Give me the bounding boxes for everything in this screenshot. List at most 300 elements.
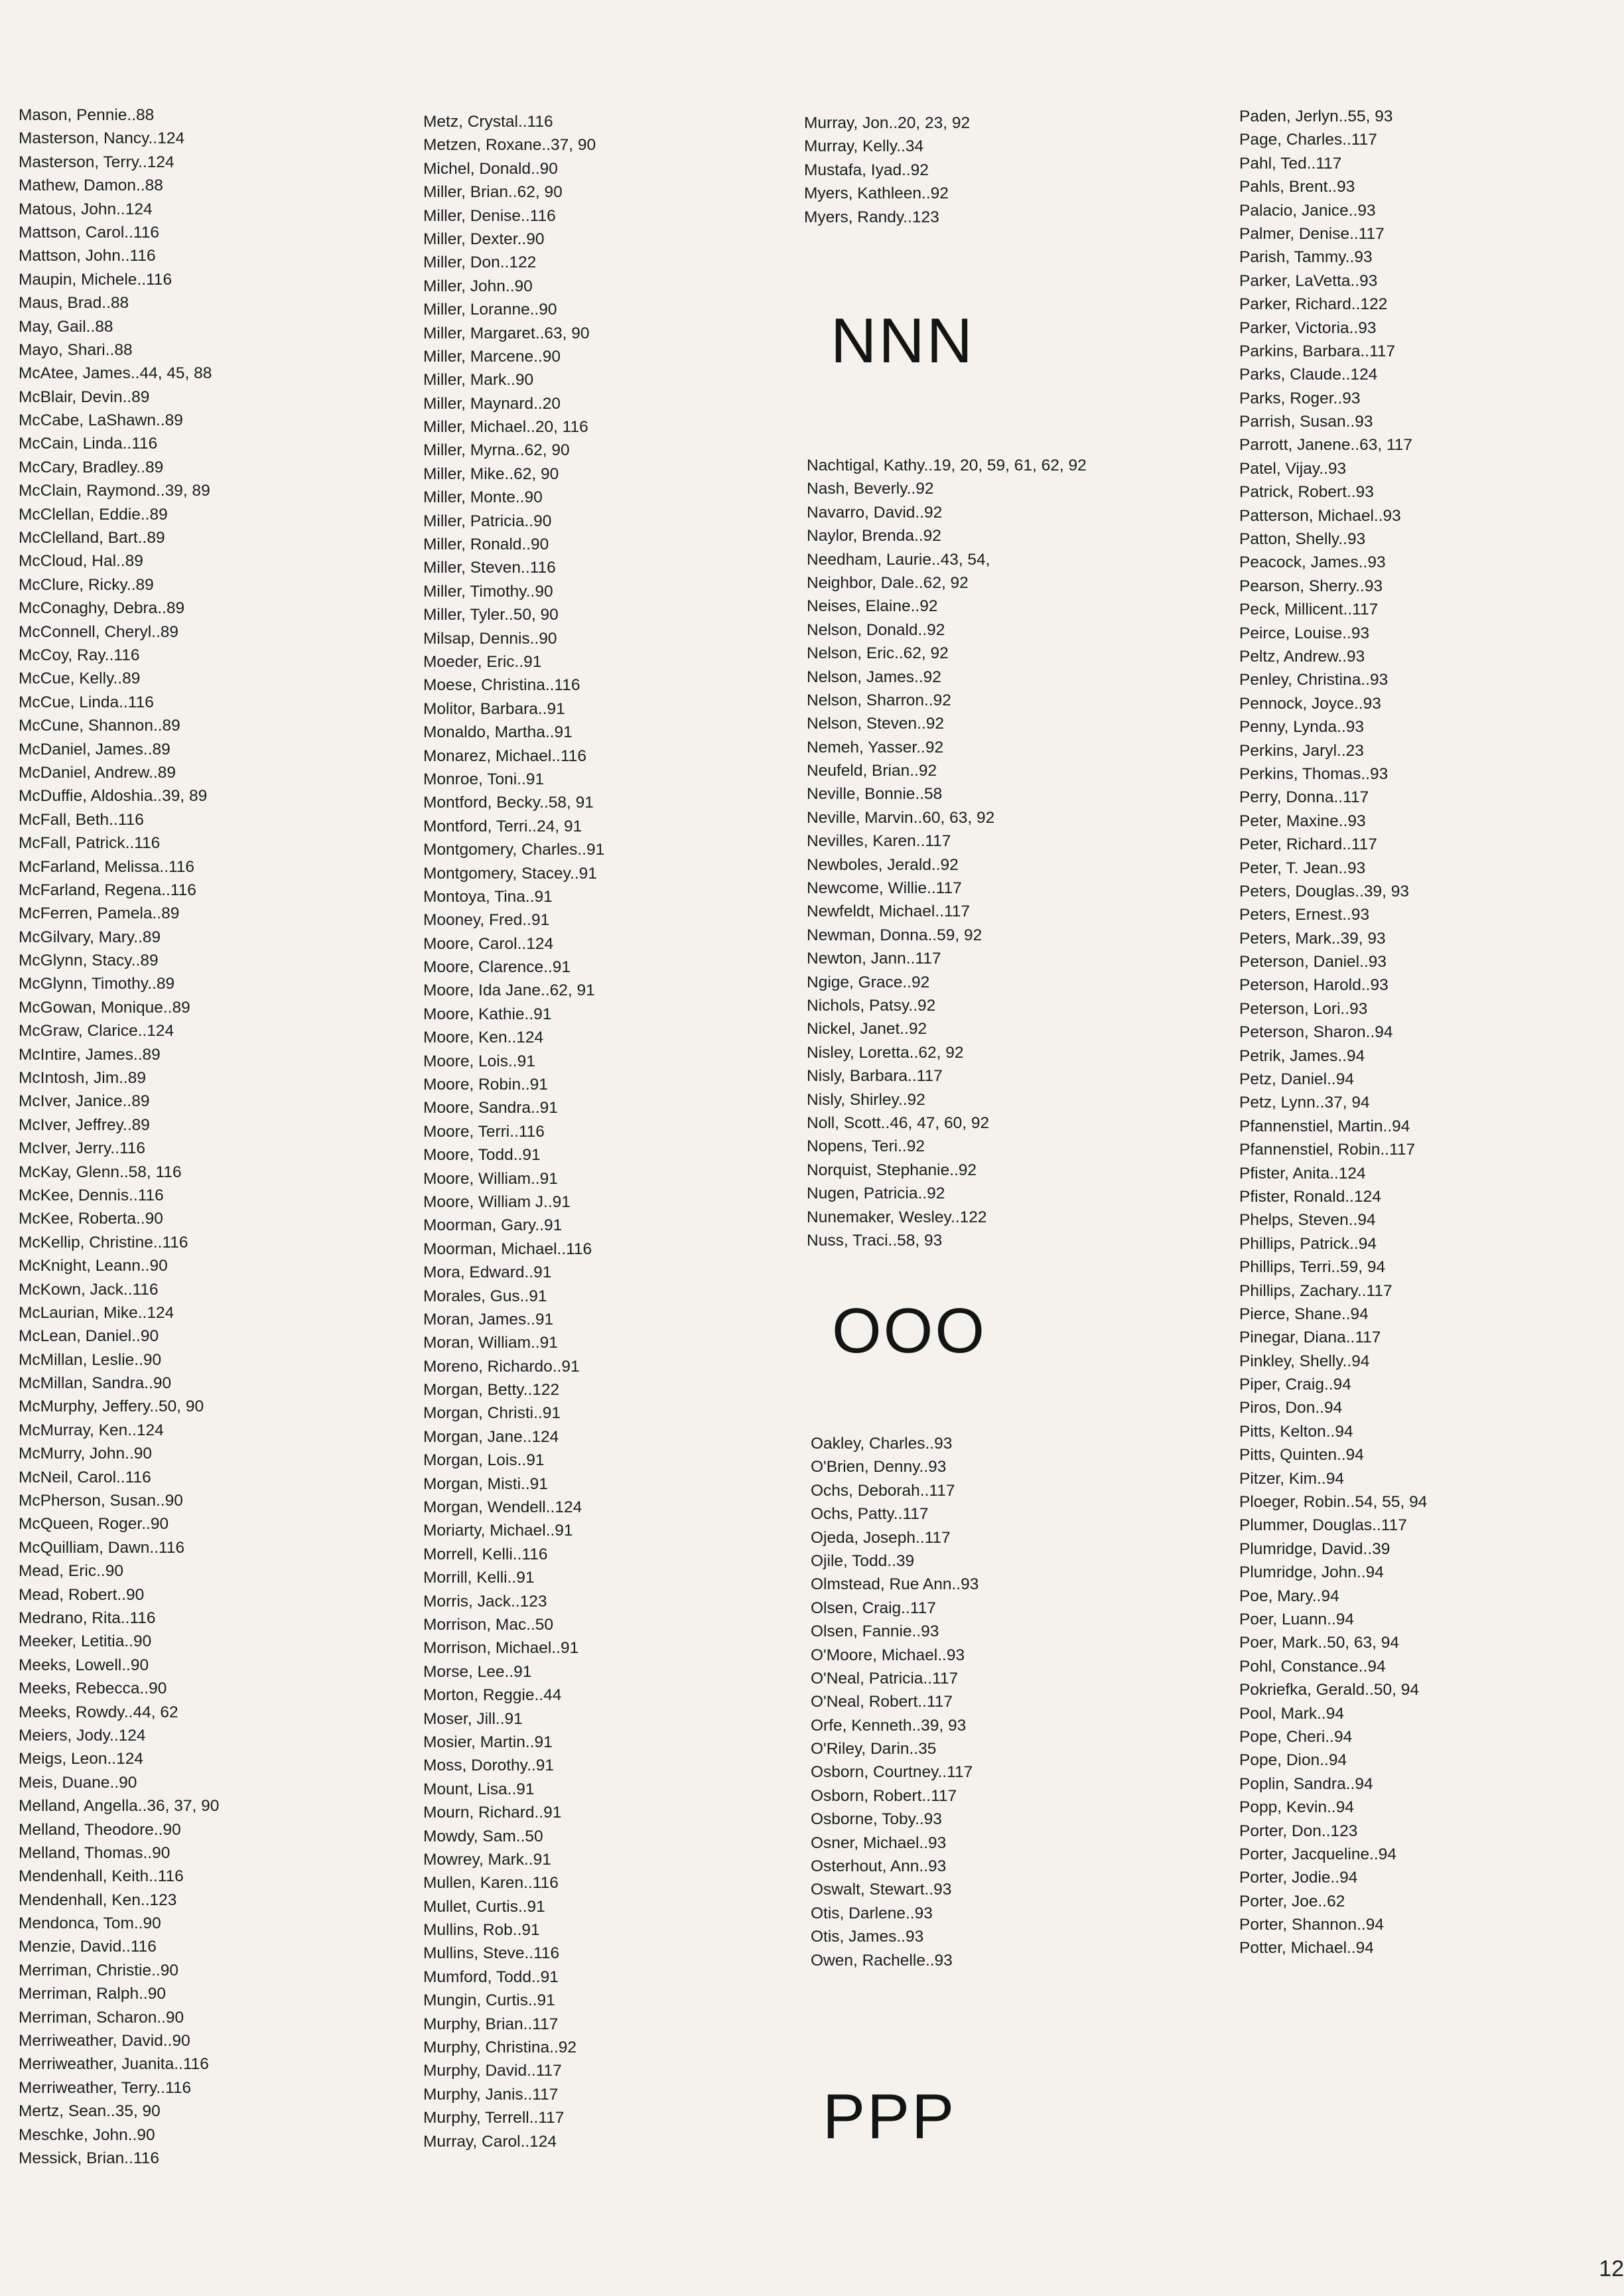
index-entry: Nelson, James..92 [807, 668, 941, 686]
index-entry: Miller, Maynard..20 [423, 394, 561, 413]
index-entry: Mattson, John..116 [19, 247, 156, 265]
section-heading-o: OOO [832, 1295, 987, 1366]
index-entry: Murphy, Brian..117 [423, 2015, 559, 2033]
index-entry: Murphy, David..117 [423, 2062, 562, 2080]
index-entry: Moore, William J..91 [423, 1192, 571, 1211]
index-entry: Mount, Lisa..91 [423, 1780, 535, 1798]
index-entry: Potter, Michael..94 [1239, 1939, 1374, 1958]
index-entry: Miller, Don..122 [423, 253, 537, 272]
index-entry: Mullen, Karen..116 [423, 1874, 559, 1893]
index-entry: Moore, Ida Jane..62, 91 [423, 981, 595, 1000]
index-entry: Murphy, Christina..92 [423, 2039, 577, 2057]
index-entry: Nunemaker, Wesley..122 [807, 1208, 987, 1226]
index-entry: McIntosh, Jim..89 [19, 1069, 146, 1088]
index-entry: Mendonca, Tom..90 [19, 1914, 161, 1933]
index-entry: Maupin, Michele..116 [19, 270, 172, 289]
index-entry: Merriweather, Juanita..116 [19, 2055, 209, 2074]
index-entry: McFarland, Melissa..116 [19, 857, 195, 876]
index-entry: Pahls, Brent..93 [1239, 178, 1355, 196]
index-entry: McDaniel, Andrew..89 [19, 763, 176, 782]
index-entry: Palmer, Denise..117 [1239, 224, 1385, 243]
index-entry: Myers, Kathleen..92 [804, 184, 949, 203]
index-entry: Palacio, Janice..93 [1239, 201, 1376, 220]
index-entry: Plummer, Douglas..117 [1239, 1516, 1407, 1535]
index-entry: Miller, Margaret..63, 90 [423, 324, 590, 342]
index-entry: Noll, Scott..46, 47, 60, 92 [807, 1113, 990, 1132]
index-entry: Moese, Christina..116 [423, 676, 580, 695]
index-entry: Murray, Carol..124 [423, 2132, 557, 2151]
section-heading-n: NNN [831, 305, 975, 376]
index-entry: Nevilles, Karen..117 [807, 832, 951, 851]
index-entry: Osborn, Courtney..117 [811, 1763, 973, 1782]
index-entry: Moorman, Gary..91 [423, 1216, 563, 1235]
index-entry: Norquist, Stephanie..92 [807, 1161, 977, 1179]
index-entry: McQueen, Roger..90 [19, 1515, 169, 1534]
index-entry: Newfeldt, Michael..117 [807, 902, 971, 921]
index-entry: Page, Charles..117 [1239, 131, 1377, 149]
index-entry: Peters, Douglas..39, 93 [1239, 882, 1410, 900]
index-entry: Morton, Reggie..44 [423, 1686, 562, 1705]
index-entry: Perry, Donna..117 [1239, 788, 1369, 807]
index-entry: Naylor, Brenda..92 [807, 527, 941, 545]
index-entry: Patterson, Michael..93 [1239, 506, 1401, 525]
index-entry: Melland, Thomas..90 [19, 1843, 170, 1862]
index-entry: McGlynn, Timothy..89 [19, 975, 175, 993]
index-column-3-o [811, 1432, 979, 1972]
index-entry: Navarro, David..92 [807, 503, 943, 522]
index-entry: Porter, Jacqueline..94 [1239, 1845, 1396, 1863]
index-entry: Nachtigal, Kathy..19, 20, 59, 61, 62, 92 [807, 457, 1087, 474]
index-entry: Morgan, Misti..91 [423, 1474, 548, 1493]
index-entry: Moore, Todd..91 [423, 1146, 541, 1165]
index-column-2 [423, 110, 604, 2153]
index-entry: Morgan, Wendell..124 [423, 1498, 582, 1517]
index-entry: Phillips, Zachary..117 [1239, 1281, 1392, 1300]
index-entry: Metzen, Roxane..37, 90 [423, 136, 596, 155]
index-entry: McFerren, Pamela..89 [19, 904, 180, 923]
index-entry: McConnell, Cheryl..89 [19, 622, 179, 641]
index-entry: Monroe, Toni..91 [423, 770, 545, 788]
index-entry: Petz, Lynn..37, 94 [1239, 1094, 1370, 1112]
index-entry: Popp, Kevin..94 [1239, 1798, 1354, 1817]
index-entry: Parish, Tammy..93 [1239, 248, 1373, 267]
index-entry: Nisly, Barbara..117 [807, 1067, 943, 1086]
index-entry: McGlynn, Stacy..89 [19, 952, 159, 970]
index-entry: McKee, Dennis..116 [19, 1186, 164, 1204]
index-entry: McKellip, Christine..116 [19, 1233, 188, 1252]
index-entry: McMurphy, Jeffery..50, 90 [19, 1398, 204, 1416]
index-entry: Melland, Angella..36, 37, 90 [19, 1797, 220, 1816]
index-entry: Mustafa, Iyad..92 [804, 161, 929, 179]
index-entry: Mora, Edward..91 [423, 1263, 552, 1282]
index-entry: Newboles, Jerald..92 [807, 855, 959, 874]
index-entry: Mosier, Martin..91 [423, 1733, 553, 1751]
index-entry: Maus, Brad..88 [19, 294, 129, 313]
index-entry: Meeker, Letitia..90 [19, 1632, 152, 1651]
index-entry: McGilvary, Mary..89 [19, 928, 161, 946]
page-number: 12 [1599, 2256, 1624, 2281]
index-entry: Mason, Pennie..88 [19, 106, 155, 124]
index-entry: McGowan, Monique..89 [19, 998, 190, 1017]
index-entry: Morse, Lee..91 [423, 1662, 532, 1681]
index-entry: Pfister, Anita..124 [1239, 1164, 1366, 1183]
index-entry: Pinkley, Shelly..94 [1239, 1352, 1370, 1370]
index-entry: Penny, Lynda..93 [1239, 718, 1364, 737]
index-entry: McIntire, James..89 [19, 1045, 161, 1064]
index-entry: Miller, Mike..62, 90 [423, 465, 559, 483]
index-entry: Moore, Kathie..91 [423, 1005, 552, 1023]
index-column-3-m [804, 111, 970, 229]
index-entry: Peterson, Lori..93 [1239, 999, 1368, 1018]
index-entry: McFall, Beth..116 [19, 810, 144, 829]
index-entry: Pitts, Quinten..94 [1239, 1446, 1364, 1465]
index-entry: Mumford, Todd..91 [423, 1968, 559, 1986]
index-entry: Merriman, Scharon..90 [19, 2008, 184, 2027]
index-entry: Molitor, Barbara..91 [423, 699, 565, 718]
index-entry: Oakley, Charles..93 [811, 1435, 953, 1453]
index-entry: Orfe, Kenneth..39, 93 [811, 1716, 967, 1735]
index-entry: Peter, T. Jean..93 [1239, 859, 1366, 877]
index-entry: McGraw, Clarice..124 [19, 1022, 174, 1040]
index-entry: Porter, Jodie..94 [1239, 1869, 1358, 1887]
index-entry: Mullet, Curtis..91 [423, 1897, 545, 1916]
index-entry: McKay, Glenn..58, 116 [19, 1163, 182, 1181]
index-entry: Needham, Laurie..43, 54, [807, 550, 990, 569]
index-entry: McCary, Bradley..89 [19, 458, 164, 476]
index-entry: Moore, Sandra..91 [423, 1099, 558, 1117]
index-entry: McKnight, Leann..90 [19, 1257, 168, 1275]
index-entry: Meeks, Rowdy..44, 62 [19, 1703, 178, 1721]
index-entry: Neufeld, Brian..92 [807, 762, 937, 780]
index-entry: Mayo, Shari..88 [19, 340, 133, 359]
index-entry: Morrell, Kelli..116 [423, 1545, 548, 1563]
index-entry: Murray, Jon..20, 23, 92 [804, 114, 971, 132]
index-entry: Moore, William..91 [423, 1169, 558, 1188]
index-entry: Medrano, Rita..116 [19, 1609, 156, 1627]
index-column-1 [19, 104, 219, 2170]
index-entry: McClelland, Bart..89 [19, 529, 165, 547]
index-entry: McDuffie, Aldoshia..39, 89 [19, 787, 208, 806]
index-entry: Pahl, Ted..117 [1239, 154, 1342, 173]
index-entry: McMillan, Sandra..90 [19, 1374, 172, 1393]
index-entry: Poer, Luann..94 [1239, 1611, 1355, 1628]
index-entry: Nelson, Eric..62, 92 [807, 644, 949, 663]
index-entry: Morales, Gus..91 [423, 1287, 547, 1305]
index-entry: Nugen, Patricia..92 [807, 1184, 945, 1203]
index-entry: Meeks, Rebecca..90 [19, 1680, 167, 1698]
index-entry: Plumridge, John..94 [1239, 1563, 1384, 1582]
index-entry: Peltz, Andrew..93 [1239, 647, 1365, 666]
index-entry: Mathew, Damon..88 [19, 177, 163, 195]
index-entry: McIver, Jerry..116 [19, 1139, 146, 1158]
index-entry: Parker, Victoria..93 [1239, 319, 1377, 337]
index-entry: Ngige, Grace..92 [807, 973, 930, 991]
index-entry: Mead, Eric..90 [19, 1562, 123, 1581]
index-entry: Pierce, Shane..94 [1239, 1305, 1369, 1323]
index-entry: Murphy, Janis..117 [423, 2085, 559, 2104]
index-entry: Newman, Donna..59, 92 [807, 926, 982, 944]
index-entry: Porter, Don..123 [1239, 1822, 1358, 1840]
index-entry: Montgomery, Charles..91 [423, 841, 605, 859]
index-entry: Montford, Terri..24, 91 [423, 817, 582, 835]
index-entry: Mowdy, Sam..50 [423, 1827, 543, 1845]
index-entry: Mourn, Richard..91 [423, 1804, 562, 1822]
index-entry: Ojeda, Joseph..117 [811, 1528, 951, 1547]
index-entry: Miller, Denise..116 [423, 206, 556, 225]
index-entry: Nisley, Loretta..62, 92 [807, 1043, 964, 1062]
index-entry: Miller, Steven..116 [423, 559, 556, 577]
index-entry: McKown, Jack..116 [19, 1280, 159, 1299]
index-entry: McCue, Linda..116 [19, 693, 154, 711]
index-entry: Moss, Dorothy..91 [423, 1757, 554, 1775]
index-entry: Parkins, Barbara..117 [1239, 342, 1396, 360]
index-entry: Merriweather, David..90 [19, 2032, 190, 2050]
index-entry: McCue, Kelly..89 [19, 670, 141, 688]
index-entry: Meis, Duane..90 [19, 1773, 137, 1792]
index-entry: McQuilliam, Dawn..116 [19, 1538, 185, 1557]
index-entry: Plumridge, David..39 [1239, 1540, 1390, 1558]
index-entry: Miller, Tyler..50, 90 [423, 606, 559, 624]
index-entry: Myers, Randy..123 [804, 208, 939, 226]
index-entry: Meigs, Leon..124 [19, 1750, 143, 1768]
index-entry: Moorman, Michael..116 [423, 1240, 592, 1258]
index-entry: McDaniel, James..89 [19, 740, 170, 758]
index-entry: Pennock, Joyce..93 [1239, 694, 1381, 713]
index-entry: Miller, Ronald..90 [423, 536, 549, 554]
index-entry: Morgan, Christi..91 [423, 1404, 561, 1423]
index-entry: Miller, Mark..90 [423, 371, 534, 390]
index-entry: Osborn, Robert..117 [811, 1786, 957, 1805]
index-entry: Montoya, Tina..91 [423, 887, 553, 906]
index-entry: McCoy, Ray..116 [19, 646, 140, 664]
index-entry: McPherson, Susan..90 [19, 1492, 183, 1510]
index-entry: O'Neal, Robert..117 [811, 1693, 953, 1711]
index-entry: Piper, Craig..94 [1239, 1376, 1351, 1394]
index-entry: Ojile, Todd..39 [811, 1551, 915, 1570]
index-entry: Neville, Marvin..60, 63, 92 [807, 808, 995, 827]
index-entry: McAtee, James..44, 45, 88 [19, 364, 212, 383]
index-entry: Miller, Marcene..90 [423, 347, 561, 366]
index-entry: Miller, Michael..20, 116 [423, 418, 588, 437]
index-entry: Milsap, Dennis..90 [423, 629, 557, 648]
index-entry: O'Neal, Patricia..117 [811, 1669, 959, 1687]
index-column-4 [1239, 105, 1427, 1960]
index-entry: McCabe, LaShawn..89 [19, 411, 183, 430]
index-entry: Owen, Rachelle..93 [811, 1951, 953, 1970]
index-entry: Masterson, Terry..124 [19, 153, 174, 171]
index-entry: Moore, Robin..91 [423, 1076, 548, 1094]
index-entry: Paden, Jerlyn..55, 93 [1239, 108, 1393, 125]
index-entry: Miller, Brian..62, 90 [423, 183, 563, 202]
index-entry: Moser, Jill..91 [423, 1709, 523, 1728]
index-entry: Peterson, Daniel..93 [1239, 953, 1387, 971]
index-entry: Meiers, Jody..124 [19, 1726, 146, 1745]
index-entry: O'Brien, Denny..93 [811, 1458, 947, 1476]
index-entry: Moreno, Richardo..91 [423, 1357, 580, 1376]
index-entry: O'Riley, Darin..35 [811, 1740, 937, 1758]
index-entry: Porter, Joe..62 [1239, 1892, 1345, 1910]
index-entry: Mendenhall, Ken..123 [19, 1891, 177, 1909]
index-entry: Parrish, Susan..93 [1239, 413, 1373, 431]
index-entry: Nelson, Steven..92 [807, 715, 945, 733]
index-entry: Moore, Clarence..91 [423, 958, 571, 977]
index-entry: Morgan, Lois..91 [423, 1451, 545, 1470]
index-entry: Nichols, Patsy..92 [807, 996, 936, 1015]
index-entry: Olsen, Craig..117 [811, 1599, 936, 1617]
section-heading-p: PPP [823, 2081, 957, 2152]
index-entry: Miller, Patricia..90 [423, 512, 552, 530]
index-entry: McClellan, Eddie..89 [19, 505, 168, 524]
index-entry: Pokriefka, Gerald..50, 94 [1239, 1681, 1420, 1699]
index-entry: Penley, Christina..93 [1239, 671, 1388, 689]
index-entry: Otis, James..93 [811, 1928, 924, 1946]
index-entry: Nelson, Sharron..92 [807, 691, 951, 709]
index-entry: Olsen, Fannie..93 [811, 1622, 939, 1641]
index-entry: Miller, Loranne..90 [423, 301, 557, 319]
index-entry: Morgan, Jane..124 [423, 1427, 559, 1446]
index-entry: Merriman, Christie..90 [19, 1961, 178, 1979]
index-entry: Meschke, John..90 [19, 2125, 155, 2144]
index-entry: Porter, Shannon..94 [1239, 1916, 1384, 1934]
index-entry: Mungin, Curtis..91 [423, 1991, 555, 2010]
index-entry: Neises, Elaine..92 [807, 597, 938, 616]
index-entry: Mendenhall, Keith..116 [19, 1867, 184, 1886]
index-entry: Messick, Brian..116 [19, 2149, 159, 2167]
index-entry: McMurray, Ken..124 [19, 1421, 164, 1439]
index-entry: Pitzer, Kim..94 [1239, 1469, 1344, 1488]
index-entry: May, Gail..88 [19, 317, 113, 336]
index-entry: McClain, Raymond..39, 89 [19, 482, 210, 500]
index-entry: Pope, Dion..94 [1239, 1751, 1347, 1770]
index-entry: Peter, Maxine..93 [1239, 812, 1366, 830]
index-entry: Nelson, Donald..92 [807, 620, 945, 639]
index-entry: Murray, Kelly..34 [804, 137, 924, 156]
index-entry: McNeil, Carol..116 [19, 1468, 151, 1486]
index-entry: Nopens, Teri..92 [807, 1137, 925, 1156]
index-entry: Peter, Richard..117 [1239, 835, 1377, 854]
index-entry: Monaldo, Martha..91 [423, 723, 573, 742]
index-entry: Miller, Myrna..62, 90 [423, 441, 570, 460]
index-entry: McConaghy, Debra..89 [19, 599, 185, 618]
index-column-3-n [807, 454, 1087, 1252]
index-entry: Meeks, Lowell..90 [19, 1656, 149, 1674]
index-entry: McIver, Jeffrey..89 [19, 1115, 150, 1134]
index-entry: Montgomery, Stacey..91 [423, 864, 597, 883]
index-entry: Osner, Michael..93 [811, 1833, 947, 1852]
index-entry: Poer, Mark..50, 63, 94 [1239, 1634, 1400, 1652]
index-entry: Mead, Robert..90 [19, 1585, 145, 1604]
index-entry: Nuss, Traci..58, 93 [807, 1231, 943, 1250]
index-entry: Mullins, Rob..91 [423, 1921, 540, 1940]
index-entry: Merriweather, Terry..116 [19, 2078, 192, 2097]
index-entry: Patrick, Robert..93 [1239, 483, 1374, 502]
index-entry: Neighbor, Dale..62, 92 [807, 573, 969, 592]
index-entry: O'Moore, Michael..93 [811, 1646, 965, 1664]
index-entry: Ploeger, Robin..54, 55, 94 [1239, 1493, 1428, 1512]
index-entry: Parker, Richard..122 [1239, 295, 1388, 314]
index-entry: McMurry, John..90 [19, 1445, 153, 1463]
index-entry: Phelps, Steven..94 [1239, 1211, 1376, 1230]
index-entry: Moore, Ken..124 [423, 1029, 544, 1047]
index-entry: Mertz, Sean..35, 90 [19, 2102, 161, 2121]
index-entry: Peterson, Harold..93 [1239, 976, 1388, 995]
index-entry: Miller, John..90 [423, 277, 533, 295]
index-entry: McBlair, Devin..89 [19, 388, 150, 406]
index-entry: Mowrey, Mark..91 [423, 1850, 551, 1869]
index-entry: Morrison, Mac..50 [423, 1616, 554, 1634]
index-entry: Ochs, Patty..117 [811, 1505, 929, 1524]
index-entry: Osborne, Toby..93 [811, 1810, 942, 1829]
index-entry: Pope, Cheri..94 [1239, 1727, 1353, 1746]
index-entry: Mattson, Carol..116 [19, 223, 159, 242]
index-entry: Moran, William..91 [423, 1334, 558, 1352]
index-entry: Petz, Daniel..94 [1239, 1070, 1354, 1089]
index-entry: Phillips, Patrick..94 [1239, 1234, 1377, 1253]
index-entry: Peacock, James..93 [1239, 553, 1386, 572]
index-entry: Pool, Mark..94 [1239, 1704, 1344, 1723]
index-entry: Miller, Monte..90 [423, 488, 543, 507]
index-entry: Petrik, James..94 [1239, 1046, 1365, 1065]
index-entry: Poplin, Sandra..94 [1239, 1774, 1373, 1793]
index-entry: Otis, Darlene..93 [811, 1904, 933, 1922]
index-entry: Masterson, Nancy..124 [19, 129, 185, 148]
index-entry: Moran, James..91 [423, 1310, 554, 1328]
index-entry: Ochs, Deborah..117 [811, 1481, 955, 1500]
index-entry: Olmstead, Rue Ann..93 [811, 1575, 979, 1594]
index-entry: Piros, Don..94 [1239, 1399, 1343, 1417]
index-entry: Patel, Vijay..93 [1239, 459, 1347, 478]
index-entry: Newton, Jann..117 [807, 950, 941, 968]
index-entry: Peirce, Louise..93 [1239, 624, 1370, 642]
index-entry: Moeder, Eric..91 [423, 652, 542, 671]
index-entry: Pitts, Kelton..94 [1239, 1422, 1353, 1441]
index-entry: Mullins, Steve..116 [423, 1944, 560, 1963]
index-entry: McKee, Roberta..90 [19, 1210, 163, 1228]
index-entry: Murphy, Terrell..117 [423, 2109, 565, 2127]
index-entry: Perkins, Jaryl..23 [1239, 741, 1364, 760]
index-entry: Peck, Millicent..117 [1239, 601, 1379, 619]
index-entry: McCloud, Hal..89 [19, 552, 143, 571]
index-entry: Nickel, Janet..92 [807, 1020, 927, 1039]
index-entry: Peterson, Sharon..94 [1239, 1023, 1393, 1042]
index-entry: McCune, Shannon..89 [19, 717, 180, 735]
index-entry: Pohl, Constance..94 [1239, 1657, 1386, 1676]
index-entry: McIver, Janice..89 [19, 1092, 150, 1111]
index-entry: Nemeh, Yasser..92 [807, 738, 944, 756]
index-entry: Oswalt, Stewart..93 [811, 1881, 952, 1899]
index-entry: Metz, Crystal..116 [423, 113, 553, 131]
index-entry: Pinegar, Diana..117 [1239, 1328, 1381, 1347]
index-entry: Phillips, Terri..59, 94 [1239, 1258, 1386, 1277]
index-entry: Newcome, Willie..117 [807, 879, 962, 898]
index-entry: Montford, Becky..58, 91 [423, 794, 594, 812]
index-entry: Morris, Jack..123 [423, 1592, 547, 1611]
index-entry: Patton, Shelly..93 [1239, 530, 1366, 549]
index-entry: McMillan, Leslie..90 [19, 1350, 162, 1369]
index-entry: Morrison, Michael..91 [423, 1639, 579, 1658]
index-entry: Merriman, Ralph..90 [19, 1985, 166, 2003]
index-entry: McClure, Ricky..89 [19, 575, 154, 594]
index-entry: Michel, Donald..90 [423, 159, 558, 178]
index-entry: Miller, Timothy..90 [423, 582, 553, 601]
index-entry: Parker, LaVetta..93 [1239, 271, 1378, 290]
index-entry: Moore, Terri..116 [423, 1122, 545, 1141]
index-entry: McFall, Patrick..116 [19, 834, 161, 853]
index-entry: Peters, Mark..39, 93 [1239, 929, 1386, 948]
index-entry: Osterhout, Ann..93 [811, 1857, 947, 1876]
index-entry: Monarez, Michael..116 [423, 747, 587, 765]
index-entry: Nisly, Shirley..92 [807, 1090, 925, 1109]
